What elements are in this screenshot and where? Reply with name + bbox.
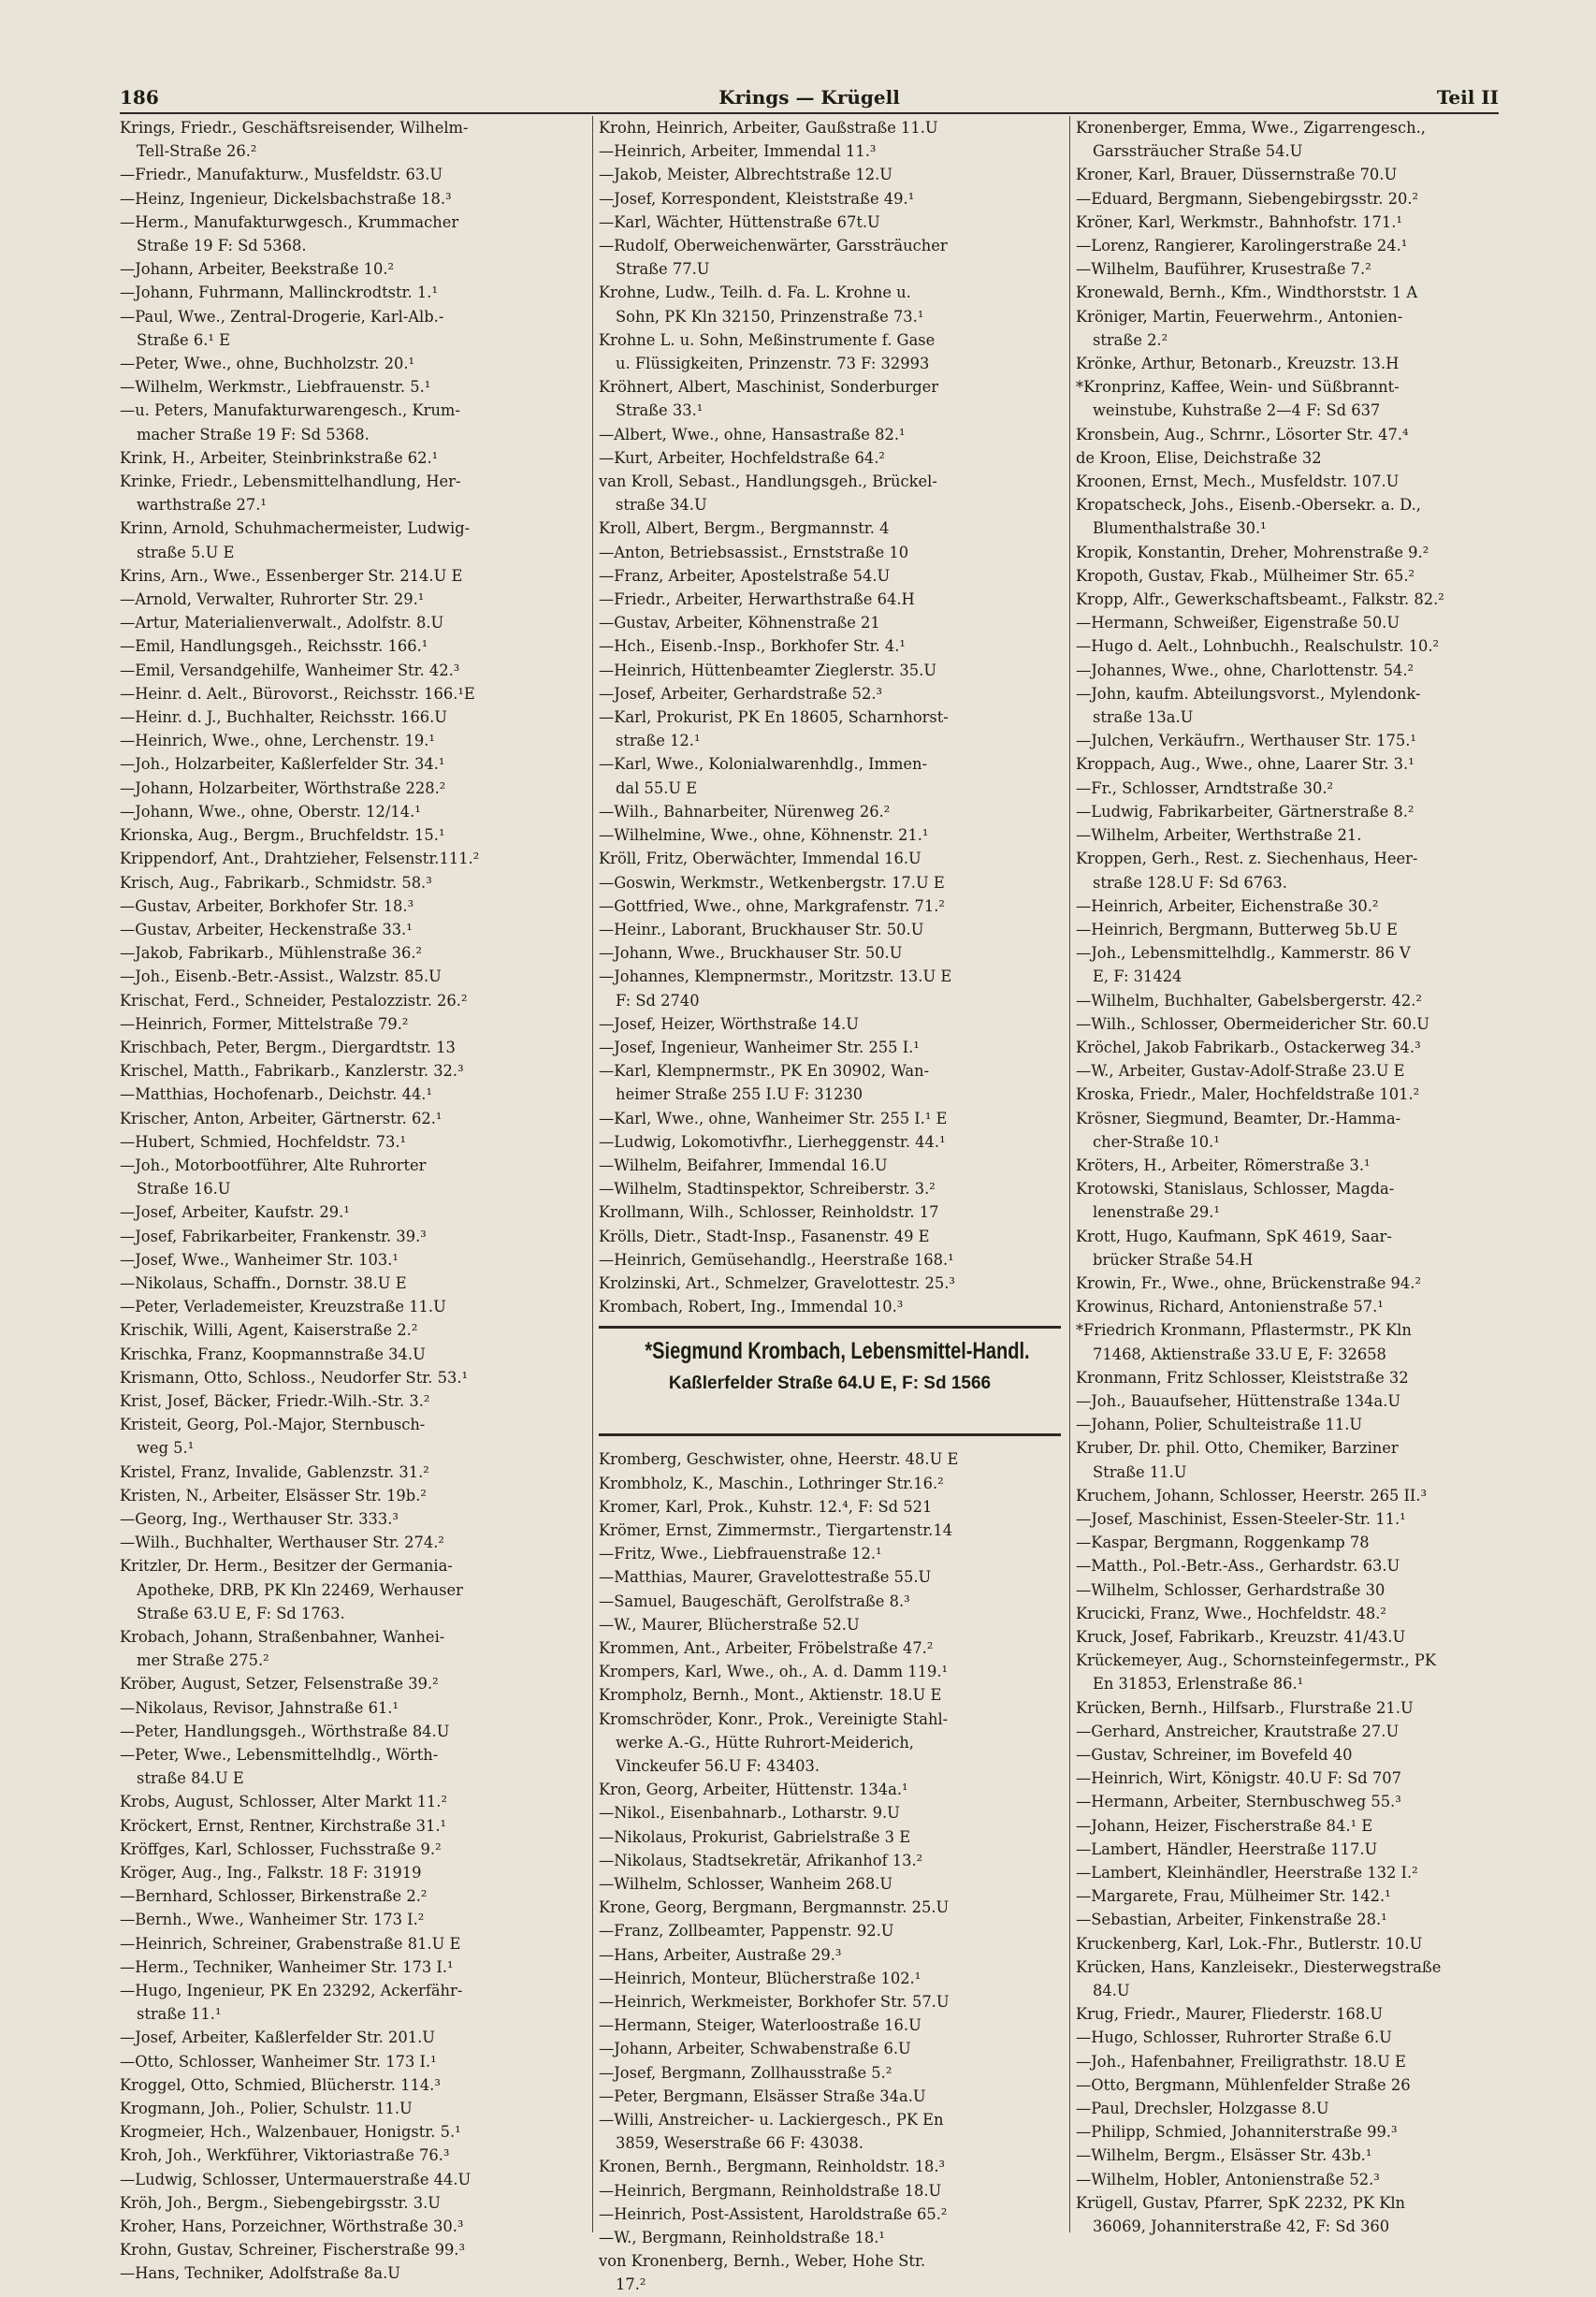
directory-entry: —Paul, Drechsler, Holzgasse 8.U: [1076, 2100, 1329, 2118]
directory-entry: —Wilhelmine, Wwe., ohne, Köhnenstr. 21.¹: [599, 826, 929, 845]
directory-entry: Kronmann, Fritz Schlosser, Kleiststraße 32: [1076, 1368, 1409, 1387]
directory-entry: —Julchen, Verkäufrn., Werthauser Str. 175.¹: [1076, 732, 1416, 750]
directory-entry: —Kaspar, Bergmann, Roggenkamp 78: [1076, 1534, 1370, 1552]
directory-entry: Krotowski, Stanislaus, Schlosser, Magda-: [1076, 1180, 1395, 1199]
directory-entry: Krücken, Hans, Kanzleisekr., Diesterwegstraße: [1076, 1957, 1442, 1976]
directory-entry: —Gottfried, Wwe., ohne, Markgrafenstr. 71.²: [599, 896, 945, 915]
entry-continuation: E, F: 31424: [1093, 967, 1182, 986]
directory-entry: Kron, Georg, Arbeiter, Hüttenstr. 134a.¹: [599, 1781, 908, 1799]
directory-entry: Kruck, Josef, Fabrikarb., Kreuzstr. 41/43.U: [1076, 1628, 1406, 1646]
directory-entry: —Karl, Wwe., ohne, Wanheimer Str. 255 I.¹ E: [599, 1109, 948, 1127]
directory-entry: Krömer, Ernst, Zimmermstr., Tiergartenstr.14: [599, 1520, 953, 1539]
directory-entry: —Josef, Arbeiter, Gerhardstraße 52.³: [599, 684, 883, 703]
entry-continuation: straße 5.U E: [137, 543, 235, 561]
directory-entry: Kronenberger, Emma, Wwe., Zigarrengesch.,: [1076, 119, 1426, 137]
advertisement-box: [599, 1326, 1061, 1436]
directory-entry: —Johannes, Klempnermstr., Moritzstr. 13.U E: [599, 967, 952, 986]
directory-entry: Krinn, Arnold, Schuhmachermeister, Ludwig-: [120, 519, 471, 538]
entry-continuation: straße 2.²: [1093, 330, 1168, 349]
directory-entry: Krogmeier, Hch., Walzenbauer, Honigstr. 5.¹: [120, 2123, 461, 2142]
directory-entry: —Johannes, Wwe., ohne, Charlottenstr. 54.²: [1076, 661, 1415, 679]
directory-entry: —Ludwig, Lokomotivfhr., Lierheggenstr. 44.¹: [599, 1132, 946, 1151]
directory-entry: —Lambert, Händler, Heerstraße 117.U: [1076, 1839, 1378, 1858]
directory-entry: —Hugo d. Aelt., Lohnbuchh., Realschulstr. 10.²: [1076, 637, 1440, 656]
directory-entry: —Heinrich, Monteur, Blücherstraße 102.¹: [599, 1969, 921, 1987]
directory-entry: —Hermann, Steiger, Waterloostraße 16.U: [599, 2016, 921, 2035]
directory-entry: Kronen, Bernh., Bergmann, Reinholdstr. 18.³: [599, 2158, 946, 2176]
directory-entry: Kröber, August, Setzer, Felsenstraße 39.²: [120, 1675, 439, 1694]
directory-entry: Krölls, Dietr., Stadt-Insp., Fasanenstr. 49 E: [599, 1227, 930, 1245]
directory-entry: Kruckenberg, Karl, Lok.-Fhr., Butlerstr. 10.U: [1076, 1934, 1423, 1953]
directory-entry: —Johann, Heizer, Fischerstraße 84.¹ E: [1076, 1816, 1373, 1835]
directory-entry: —Heinrich, Bergmann, Butterweg 5b.U E: [1076, 920, 1398, 938]
directory-entry: —Nikolaus, Schaffn., Dornstr. 38.U E: [120, 1273, 407, 1292]
directory-entry: Kritzler, Dr. Herm., Besitzer der Germania-: [120, 1557, 453, 1576]
directory-entry: —Peter, Wwe., ohne, Buchholzstr. 20.¹: [120, 355, 415, 373]
directory-entry: Kroonen, Ernst, Mech., Musfeldstr. 107.U: [1076, 472, 1400, 491]
entry-continuation: 3859, Weserstraße 66 F: 43038.: [616, 2134, 863, 2153]
directory-entry: —Karl, Wächter, Hüttenstraße 67t.U: [599, 212, 880, 231]
directory-entry: —Johann, Arbeiter, Beekstraße 10.²: [120, 260, 395, 279]
entry-continuation: F: Sd 2740: [616, 991, 700, 1010]
directory-entry: —Hermann, Schweißer, Eigenstraße 50.U: [1076, 614, 1400, 632]
directory-entry: Kristeit, Georg, Pol.-Major, Sternbusch-: [120, 1416, 426, 1434]
header-rule: [120, 112, 1499, 114]
directory-entry: —u. Peters, Manufakturwarengesch., Krum-: [120, 401, 460, 420]
directory-entry: Kroska, Friedr., Maler, Hochfeldstraße 101.²: [1076, 1085, 1420, 1104]
directory-entry: —Fritz, Wwe., Liebfrauenstraße 12.¹: [599, 1545, 882, 1563]
directory-entry: —Matthias, Hochofenarb., Deichstr. 44.¹: [120, 1085, 433, 1104]
directory-entry: —Heinz, Ingenieur, Dickelsbachstraße 18.³: [120, 189, 452, 208]
directory-entry: —Heinr. d. J., Buchhalter, Reichsstr. 166.U: [120, 708, 447, 727]
page-header: [120, 82, 1499, 114]
directory-entry: —Heinrich, Gemüsehandlg., Heerstraße 168.¹: [599, 1250, 954, 1269]
directory-entry: —Johann, Wwe., Bruckhauser Str. 50.U: [599, 944, 903, 963]
directory-entry: —Jakob, Fabrikarb., Mühlenstraße 36.²: [120, 944, 423, 963]
directory-entry: Kröchel, Jakob Fabrikarb., Ostackerweg 34.³: [1076, 1038, 1421, 1056]
directory-entry: Kröniger, Martin, Feuerwehrm., Antonien-: [1076, 307, 1403, 326]
directory-entry: —Joh., Lebensmittelhdlg., Kammerstr. 86 V: [1076, 944, 1411, 963]
entry-continuation: 84.U: [1093, 1982, 1130, 2000]
directory-entry: Krischka, Franz, Koopmannstraße 34.U: [120, 1345, 426, 1363]
directory-entry: —John, kaufm. Abteilungsvorst., Mylendonk-: [1076, 684, 1421, 703]
directory-entry: Krink, H., Arbeiter, Steinbrinkstraße 62.¹: [120, 448, 439, 467]
directory-entry: Krinke, Friedr., Lebensmittelhandlung, Her-: [120, 472, 461, 491]
directory-entry: —Johann, Wwe., ohne, Oberstr. 12/14.¹: [120, 802, 421, 821]
directory-entry: —Wilh., Buchhalter, Werthauser Str. 274.²: [120, 1534, 444, 1552]
directory-entry: Kröhnert, Albert, Maschinist, Sonderburger: [599, 378, 939, 397]
entry-continuation: lenenstraße 29.¹: [1093, 1203, 1220, 1222]
directory-entry: Kristel, Franz, Invalide, Gablenzstr. 31.²: [120, 1462, 429, 1481]
directory-entry: —Artur, Materialienverwalt., Adolfstr. 8.U: [120, 614, 444, 632]
directory-entry: —Karl, Wwe., Kolonialwarenhdlg., Immen-: [599, 755, 928, 774]
directory-entry: van Kroll, Sebast., Handlungsgeh., Brückel-: [599, 472, 937, 491]
directory-entry: —Wilhelm, Hobler, Antonienstraße 52.³: [1076, 2170, 1380, 2188]
directory-entry: Krogmann, Joh., Polier, Schulstr. 11.U: [120, 2100, 413, 2118]
directory-entry: Kroner, Karl, Brauer, Düssernstraße 70.U: [1076, 166, 1398, 184]
directory-entry: Kröger, Aug., Ing., Falkstr. 18 F: 31919: [120, 1864, 422, 1883]
directory-entry: Kröner, Karl, Werkmstr., Bahnhofstr. 171.¹: [1076, 212, 1402, 231]
directory-entry: Krombach, Robert, Ing., Immendal 10.³: [599, 1298, 904, 1316]
directory-entry: —Josef, Arbeiter, Kaufstr. 29.¹: [120, 1203, 350, 1222]
directory-entry: Krott, Hugo, Kaufmann, SpK 4619, Saar-: [1076, 1227, 1392, 1245]
entry-continuation: heimer Straße 255 I.U F: 31230: [616, 1085, 863, 1104]
directory-entry: —Franz, Zollbeamter, Pappenstr. 92.U: [599, 1922, 894, 1941]
directory-entry: —Josef, Arbeiter, Kaßlerfelder Str. 201.U: [120, 2028, 435, 2047]
directory-entry: —Hugo, Ingenieur, PK En 23292, Ackerfähr-: [120, 1982, 463, 2000]
directory-entry: —Wilh., Schlosser, Obermeidericher Str. 60.U: [1076, 1014, 1429, 1033]
entry-continuation: Blumenthalstraße 30.¹: [1093, 519, 1267, 538]
directory-entry: —Joh., Eisenb.-Betr.-Assist., Walzstr. 85.U: [120, 967, 442, 986]
directory-entry: —Heinrich, Werkmeister, Borkhofer Str. 57.U: [599, 1993, 950, 2012]
directory-entry: —Joh., Bauaufseher, Hüttenstraße 134a.U: [1076, 1391, 1401, 1410]
directory-entry: —Heinrich, Wwe., ohne, Lerchenstr. 19.¹: [120, 732, 435, 750]
directory-entry: —Gustav, Arbeiter, Köhnenstraße 21: [599, 614, 880, 632]
directory-entry: —Hans, Techniker, Adolfstraße 8a.U: [120, 2264, 401, 2283]
directory-entry: —Heinrich, Arbeiter, Eichenstraße 30.²: [1076, 896, 1379, 915]
column-divider: [592, 116, 593, 2232]
directory-entry: Kröh, Joh., Bergm., Siebengebirgsstr. 3.U: [120, 2193, 441, 2212]
directory-entry: —Goswin, Werkmstr., Wetkenbergstr. 17.U E: [599, 873, 945, 892]
entry-continuation: Tell-Straße 26.²: [137, 142, 257, 161]
directory-entry: Krollmann, Wilh., Schlosser, Reinholdstr. 17: [599, 1203, 939, 1222]
directory-entry: —Matth., Pol.-Betr.-Ass., Gerhardstr. 63.U: [1076, 1557, 1400, 1576]
directory-entry: —Matthias, Maurer, Gravelottestraße 55.U: [599, 1568, 932, 1587]
entry-continuation: brücker Straße 54.H: [1093, 1250, 1254, 1269]
entry-continuation: 71468, Aktienstraße 33.U E, F: 32658: [1093, 1345, 1386, 1363]
directory-entry: —W., Bergmann, Reinholdstraße 18.¹: [599, 2229, 885, 2247]
directory-entry: —Wilhelm, Schlosser, Wanheim 268.U: [599, 1875, 893, 1894]
entry-continuation: mer Straße 275.²: [137, 1651, 269, 1670]
directory-entry: Krist, Josef, Bäcker, Friedr.-Wilh.-Str. 3.²: [120, 1391, 430, 1410]
entry-continuation: Straße 16.U: [137, 1180, 231, 1199]
directory-entry: —Nikolaus, Stadtsekretär, Afrikanhof 13.²: [599, 1851, 923, 1869]
directory-entry: —Johann, Holzarbeiter, Wörthstraße 228.²: [120, 778, 446, 797]
directory-entry: —Gustav, Schreiner, im Bovefeld 40: [1076, 1746, 1353, 1765]
directory-entry: Krischat, Ferd., Schneider, Pestalozzistr. 26.²: [120, 991, 468, 1010]
directory-entry: Krompers, Karl, Wwe., oh., A. d. Damm 119.¹: [599, 1663, 949, 1681]
column-1: [120, 116, 586, 2283]
directory-entry: —Heinr., Laborant, Bruckhauser Str. 50.U: [599, 920, 924, 938]
directory-entry: Krone, Georg, Bergmann, Bergmannstr. 25.U: [599, 1898, 950, 1917]
directory-entry: Kropp, Alfr., Gewerkschaftsbeamt., Falkstr. 82.²: [1076, 590, 1444, 609]
directory-entry: —Nikol., Eisenbahnarb., Lotharstr. 9.U: [599, 1804, 900, 1823]
directory-entry: Krolzinski, Art., Schmelzer, Gravelottestr. 25.³: [599, 1273, 955, 1292]
entry-continuation: straße 128.U F: Sd 6763.: [1093, 873, 1287, 892]
directory-entry: —Albert, Wwe., ohne, Hansastraße 82.¹: [599, 425, 906, 443]
directory-entry: —Joh., Holzarbeiter, Kaßlerfelder Str. 34.¹: [120, 755, 445, 774]
directory-entry: —Georg, Ing., Werthauser Str. 333.³: [120, 1509, 399, 1528]
directory-entry: Kristen, N., Arbeiter, Elsässer Str. 19b.²: [120, 1486, 427, 1505]
directory-entry: —Eduard, Bergmann, Siebengebirgsstr. 20.²: [1076, 189, 1419, 208]
directory-entry: —Philipp, Schmied, Johanniterstraße 99.³: [1076, 2123, 1398, 2142]
entry-continuation: weg 5.¹: [137, 1439, 195, 1458]
directory-entry: —Heinrich, Wirt, Königstr. 40.U F: Sd 707: [1076, 1769, 1401, 1788]
directory-entry: Krings, Friedr., Geschäftsreisender, Wilhelm-: [120, 119, 469, 137]
directory-entry: —Gustav, Arbeiter, Heckenstraße 33.¹: [120, 920, 413, 938]
directory-entry: Krönke, Arthur, Betonarb., Kreuzstr. 13.H: [1076, 355, 1400, 373]
directory-entry: —Anton, Betriebsassist., Ernststraße 10: [599, 543, 909, 561]
directory-entry: —Rudolf, Oberweichenwärter, Garssträucher: [599, 237, 948, 255]
directory-entry: Kruber, Dr. phil. Otto, Chemiker, Barziner: [1076, 1439, 1399, 1458]
directory-entry: Krösner, Siegmund, Beamter, Dr.-Hamma-: [1076, 1109, 1401, 1127]
entry-continuation: Straße 6.¹ E: [137, 330, 230, 349]
directory-entry: —Herm., Techniker, Wanheimer Str. 173 I.¹: [120, 1957, 454, 1976]
entry-continuation: En 31853, Erlenstraße 86.¹: [1093, 1675, 1304, 1694]
entry-continuation: Straße 19 F: Sd 5368.: [137, 237, 307, 255]
directory-entry: *Kronprinz, Kaffee, Wein- und Süßbrannt-: [1076, 378, 1400, 397]
directory-entry: —Josef, Wwe., Wanheimer Str. 103.¹: [120, 1250, 399, 1269]
directory-entry: von Kronenberg, Bernh., Weber, Hohe Str.: [599, 2252, 926, 2271]
directory-entry: —W., Arbeiter, Gustav-Adolf-Straße 23.U E: [1076, 1062, 1405, 1081]
entry-range: Krings — Krügell: [718, 86, 900, 109]
directory-entry: Krippendorf, Ant., Drahtzieher, Felsenstr.111.²: [120, 850, 480, 868]
directory-entry: Krommen, Ant., Arbeiter, Fröbelstraße 47.²: [599, 1638, 934, 1657]
directory-entry: —Josef, Fabrikarbeiter, Frankenstr. 39.³: [120, 1227, 427, 1245]
entry-continuation: werke A.-G., Hütte Ruhrort-Meiderich,: [616, 1733, 914, 1752]
directory-entry: —Lorenz, Rangierer, Karolingerstraße 24.¹: [1076, 237, 1408, 255]
part-label: Teil II: [1436, 86, 1499, 109]
directory-entry: Krischel, Matth., Fabrikarb., Kanzlerstr. 32.³: [120, 1062, 464, 1081]
directory-entry: —Paul, Wwe., Zentral-Drogerie, Karl-Alb.-: [120, 307, 444, 326]
directory-entry: —Peter, Verlademeister, Kreuzstraße 11.U: [120, 1298, 446, 1316]
directory-entry: —Hermann, Arbeiter, Sternbuschweg 55.³: [1076, 1793, 1401, 1811]
directory-entry: —Jakob, Meister, Albrechtstraße 12.U: [599, 166, 892, 184]
directory-entry: —Peter, Wwe., Lebensmittelhdlg., Wörth-: [120, 1746, 439, 1765]
page-number: 186: [120, 86, 159, 109]
directory-entry: Kröll, Fritz, Oberwächter, Immendal 16.U: [599, 850, 921, 868]
directory-entry: —Karl, Prokurist, PK En 18605, Scharnhorst-: [599, 708, 949, 727]
directory-entry: —Hugo, Schlosser, Ruhrorter Straße 6.U: [1076, 2028, 1392, 2047]
directory-entry: —Franz, Arbeiter, Apostelstraße 54.U: [599, 566, 891, 585]
directory-entry: —Josef, Maschinist, Essen-Steeler-Str. 11.¹: [1076, 1509, 1406, 1528]
directory-entry: Kroh, Joh., Werkführer, Viktoriastraße 76.³: [120, 2146, 450, 2165]
directory-entry: Kropik, Konstantin, Dreher, Mohrenstraße 9.²: [1076, 543, 1429, 561]
entry-continuation: straße 11.¹: [137, 2005, 222, 2024]
directory-entry: Krügell, Gustav, Pfarrer, SpK 2232, PK Kln: [1076, 2193, 1406, 2212]
directory-entry: Krischik, Willi, Agent, Kaiserstraße 2.²: [120, 1321, 418, 1340]
directory-entry: de Kroon, Elise, Deichstraße 32: [1076, 448, 1322, 467]
directory-entry: Kröckert, Ernst, Rentner, Kirchstraße 31.¹: [120, 1816, 447, 1835]
directory-entry: —Johann, Fuhrmann, Mallinckrodtstr. 1.¹: [120, 283, 438, 302]
directory-entry: Krionska, Aug., Bergm., Bruchfeldstr. 15.¹: [120, 826, 445, 845]
directory-entry: —Wilhelm, Beifahrer, Immendal 16.U: [599, 1156, 888, 1174]
directory-entry: —Willi, Anstreicher- u. Lackiergesch., PK En: [599, 2111, 944, 2130]
directory-entry: —Heinrich, Hüttenbeamter Zieglerstr. 35.U: [599, 661, 937, 679]
directory-entry: Krisch, Aug., Fabrikarb., Schmidstr. 58.³: [120, 873, 432, 892]
directory-entry: —Heinrich, Arbeiter, Immendal 11.³: [599, 142, 877, 161]
entry-continuation: 17.²: [616, 2275, 646, 2294]
directory-entry: —Joh., Motorbootführer, Alte Ruhrorter: [120, 1156, 427, 1174]
entry-continuation: 36069, Johanniterstraße 42, F: Sd 360: [1093, 2217, 1390, 2236]
entry-continuation: Straße 77.U: [616, 260, 710, 279]
directory-entry: Krücken, Bernh., Hilfsarb., Flurstraße 21.U: [1076, 1698, 1414, 1717]
directory-entry: Krischer, Anton, Arbeiter, Gärtnerstr. 62.¹: [120, 1109, 443, 1127]
directory-entry: —Wilhelm, Buchhalter, Gabelsbergerstr. 42.²: [1076, 991, 1422, 1010]
advertisement-title: *Siegmund Krombach, Lebensmittel-Handl.: [645, 1338, 1030, 1365]
directory-entry: Kroppen, Gerh., Rest. z. Siechenhaus, Heer-: [1076, 850, 1418, 868]
directory-entry: —Heinrich, Post-Assistent, Haroldstraße 65.²: [599, 2204, 948, 2223]
directory-entry: —Heinr. d. Aelt., Bürovorst., Reichsstr. 166.¹E: [120, 684, 475, 703]
directory-entry: Kronewald, Bernh., Kfm., Windthorststr. 1 A: [1076, 283, 1418, 302]
directory-entry: —Lambert, Kleinhändler, Heerstraße 132 I.²: [1076, 1864, 1418, 1883]
entry-continuation: straße 34.U: [616, 496, 707, 515]
directory-entry: Kropoth, Gustav, Fkab., Mülheimer Str. 65.²: [1076, 566, 1415, 585]
directory-entry: Kronsbein, Aug., Schrnr., Lösorter Str. 47.⁴: [1076, 425, 1409, 443]
entry-continuation: Apotheke, DRB, PK Kln 22469, Werhauser: [137, 1580, 463, 1599]
directory-entry: Krombholz, K., Maschin., Lothringer Str.16.²: [599, 1474, 944, 1492]
directory-entry: —Heinrich, Bergmann, Reinholdstraße 18.U: [599, 2181, 942, 2200]
directory-entry: Krowinus, Richard, Antonienstraße 57.¹: [1076, 1298, 1384, 1316]
directory-entry: Kroll, Albert, Bergm., Bergmannstr. 4: [599, 519, 890, 538]
directory-entry: —Hch., Eisenb.-Insp., Borkhofer Str. 4.¹: [599, 637, 906, 656]
directory-entry: —Josef, Bergmann, Zollhausstraße 5.²: [599, 2063, 892, 2082]
entry-continuation: Sohn, PK Kln 32150, Prinzenstraße 73.¹: [616, 307, 924, 326]
entry-continuation: warthstraße 27.¹: [137, 496, 267, 515]
directory-entry: —Margarete, Frau, Mülheimer Str. 142.¹: [1076, 1887, 1391, 1906]
column-3: [1076, 116, 1499, 2236]
directory-entry: —Josef, Korrespondent, Kleiststraße 49.¹: [599, 189, 915, 208]
directory-entry: Krischbach, Peter, Bergm., Diergardtstr. 13: [120, 1038, 456, 1056]
directory-entry: —Nikolaus, Revisor, Jahnstraße 61.¹: [120, 1698, 399, 1717]
entry-continuation: Vinckeufer 56.U F: 43403.: [616, 1757, 820, 1775]
entry-continuation: Straße 63.U E, F: Sd 1763.: [137, 1604, 345, 1622]
directory-entry: —Samuel, Baugeschäft, Gerolfstraße 8.³: [599, 1592, 910, 1610]
directory-entry: —Otto, Bergmann, Mühlenfelder Straße 26: [1076, 2075, 1411, 2094]
directory-entry: —Wilh., Bahnarbeiter, Nürenweg 26.²: [599, 802, 891, 821]
directory-entry: —Arnold, Verwalter, Ruhrorter Str. 29.¹: [120, 590, 425, 609]
directory-entry: Krismann, Otto, Schloss., Neudorfer Str. 53.¹: [120, 1368, 469, 1387]
directory-entry: Kroher, Hans, Porzeichner, Wörthstraße 30.³: [120, 2217, 464, 2236]
entry-continuation: dal 55.U E: [616, 778, 698, 797]
directory-entry: Krompholz, Bernh., Mont., Aktienstr. 18.U E: [599, 1686, 942, 1705]
entry-continuation: Garssträucher Straße 54.U: [1093, 142, 1303, 161]
directory-entry: —Wilhelm, Bergm., Elsässer Str. 43b.¹: [1076, 2146, 1372, 2165]
directory-entry: —Josef, Ingenieur, Wanheimer Str. 255 I.¹: [599, 1038, 920, 1056]
directory-entry: —Hubert, Schmied, Hochfeldstr. 73.¹: [120, 1132, 407, 1151]
directory-entry: Kromschröder, Konr., Prok., Vereinigte Stahl-: [599, 1709, 949, 1728]
directory-entry: Krobach, Johann, Straßenbahner, Wanhei-: [120, 1628, 445, 1646]
directory-entry: —Gerhard, Anstreicher, Krautstraße 27.U: [1076, 1722, 1400, 1740]
directory-entry: Kropatscheck, Johs., Eisenb.-Obersekr. a. D.,: [1076, 496, 1421, 515]
directory-entry: —Heinrich, Schreiner, Grabenstraße 81.U E: [120, 1934, 461, 1953]
entry-continuation: Straße 11.U: [1093, 1462, 1187, 1481]
directory-entry: —Bernhard, Schlosser, Birkenstraße 2.²: [120, 1887, 428, 1906]
directory-entry: Krückemeyer, Aug., Schornsteinfegermstr., PK: [1076, 1651, 1437, 1670]
column-2: [599, 116, 1061, 2294]
directory-entry: Krins, Arn., Wwe., Essenberger Str. 214.U E: [120, 566, 463, 585]
directory-entry: —Joh., Hafenbahner, Freiligrathstr. 18.U E: [1076, 2052, 1406, 2071]
entry-continuation: straße 84.U E: [137, 1769, 244, 1788]
directory-entry: —Gustav, Arbeiter, Borkhofer Str. 18.³: [120, 896, 414, 915]
directory-entry: —Friedr., Manufakturw., Musfeldstr. 63.U: [120, 166, 443, 184]
directory-entry: —Heinrich, Former, Mittelstraße 79.²: [120, 1014, 409, 1033]
directory-entry: Kroppach, Aug., Wwe., ohne, Laarer Str. 3.¹: [1076, 755, 1415, 774]
directory-entry: Krug, Friedr., Maurer, Fliederstr. 168.U: [1076, 2005, 1384, 2024]
advertisement-address: Kaßlerfelder Straße 64.U E, F: Sd 1566: [668, 1373, 992, 1393]
directory-entry: —Ludwig, Fabrikarbeiter, Gärtnerstraße 8.²: [1076, 802, 1415, 821]
directory-entry: —Karl, Klempnermstr., PK En 30902, Wan-: [599, 1062, 930, 1081]
entry-continuation: straße 13a.U: [1093, 708, 1194, 727]
directory-entry: —Ludwig, Schlosser, Untermauerstraße 44.U: [120, 2170, 472, 2188]
directory-entry: Krobs, August, Schlosser, Alter Markt 11.²: [120, 1793, 447, 1811]
directory-entry: —Bernh., Wwe., Wanheimer Str. 173 I.²: [120, 1911, 425, 1929]
directory-entry: —Wilhelm, Arbeiter, Werthstraße 21.: [1076, 826, 1362, 845]
directory-entry: *Friedrich Kronmann, Pflastermstr., PK Kln: [1076, 1321, 1412, 1340]
column-divider: [1069, 116, 1070, 2232]
directory-entry: —Herm., Manufakturwgesch., Krummacher: [120, 212, 459, 231]
directory-entry: Kromberg, Geschwister, ohne, Heerstr. 48.U E: [599, 1450, 959, 1469]
directory-entry: —Josef, Heizer, Wörthstraße 14.U: [599, 1014, 859, 1033]
directory-entry: —Hans, Arbeiter, Austraße 29.³: [599, 1945, 842, 1964]
directory-entry: —Wilhelm, Schlosser, Gerhardstraße 30: [1076, 1580, 1386, 1599]
directory-entry: Krucicki, Franz, Wwe., Hochfeldstr. 48.²: [1076, 1604, 1386, 1622]
directory-entry: Kruchem, Johann, Schlosser, Heerstr. 265 II.³: [1076, 1486, 1428, 1505]
directory-entry: —Emil, Versandgehilfe, Wanheimer Str. 42.³: [120, 661, 460, 679]
directory-entry: Krohn, Heinrich, Arbeiter, Gaußstraße 11.U: [599, 119, 938, 137]
directory-entry: —Fr., Schlosser, Arndtstraße 30.²: [1076, 778, 1334, 797]
entry-continuation: u. Flüssigkeiten, Prinzenstr. 73 F: 32993: [616, 355, 930, 373]
directory-entry: —Johann, Polier, Schulteistraße 11.U: [1076, 1416, 1363, 1434]
directory-entry: —Emil, Handlungsgeh., Reichsstr. 166.¹: [120, 637, 428, 656]
directory-entry: Krowin, Fr., Wwe., ohne, Brückenstraße 94.²: [1076, 1273, 1421, 1292]
directory-entry: —Otto, Schlosser, Wanheimer Str. 173 I.¹: [120, 2052, 437, 2071]
directory-entry: Kröffges, Karl, Schlosser, Fuchsstraße 9.²: [120, 1839, 442, 1858]
directory-entry: —Johann, Arbeiter, Schwabenstraße 6.U: [599, 2040, 911, 2058]
directory-entry: —Peter, Bergmann, Elsässer Straße 34a.U: [599, 2086, 926, 2105]
directory-entry: Kröters, H., Arbeiter, Römerstraße 3.¹: [1076, 1156, 1371, 1174]
directory-entry: —Wilhelm, Bauführer, Krusestraße 7.²: [1076, 260, 1371, 279]
directory-entry: Kroggel, Otto, Schmied, Blücherstr. 114.³: [120, 2075, 441, 2094]
directory-entry: Krohne L. u. Sohn, Meßinstrumente f. Gase: [599, 330, 936, 349]
directory-entry: —Nikolaus, Prokurist, Gabrielstraße 3 E: [599, 1827, 911, 1846]
entry-continuation: macher Straße 19 F: Sd 5368.: [137, 425, 370, 443]
directory-entry: —W., Maurer, Blücherstraße 52.U: [599, 1615, 860, 1634]
directory-entry: —Wilhelm, Werkmstr., Liebfrauenstr. 5.¹: [120, 378, 431, 397]
directory-entry: —Peter, Handlungsgeh., Wörthstraße 84.U: [120, 1722, 450, 1740]
entry-continuation: straße 12.¹: [616, 732, 701, 750]
directory-entry: Krohne, Ludw., Teilh. d. Fa. L. Krohne u.: [599, 283, 911, 302]
entry-continuation: weinstube, Kuhstraße 2—4 F: Sd 637: [1093, 401, 1381, 420]
directory-entry: —Sebastian, Arbeiter, Finkenstraße 28.¹: [1076, 1911, 1387, 1929]
directory-entry: Kromer, Karl, Prok., Kuhstr. 12.⁴, F: Sd 521: [599, 1497, 933, 1516]
directory-entry: —Friedr., Arbeiter, Herwarthstraße 64.H: [599, 590, 915, 609]
entry-continuation: Straße 33.¹: [616, 401, 704, 420]
entry-continuation: cher-Straße 10.¹: [1093, 1132, 1220, 1151]
directory-entry: Krohn, Gustav, Schreiner, Fischerstraße 99.³: [120, 2241, 466, 2260]
directory-entry: —Kurt, Arbeiter, Hochfeldstraße 64.²: [599, 448, 885, 467]
directory-entry: —Wilhelm, Stadtinspektor, Schreiberstr. 3.²: [599, 1180, 936, 1199]
